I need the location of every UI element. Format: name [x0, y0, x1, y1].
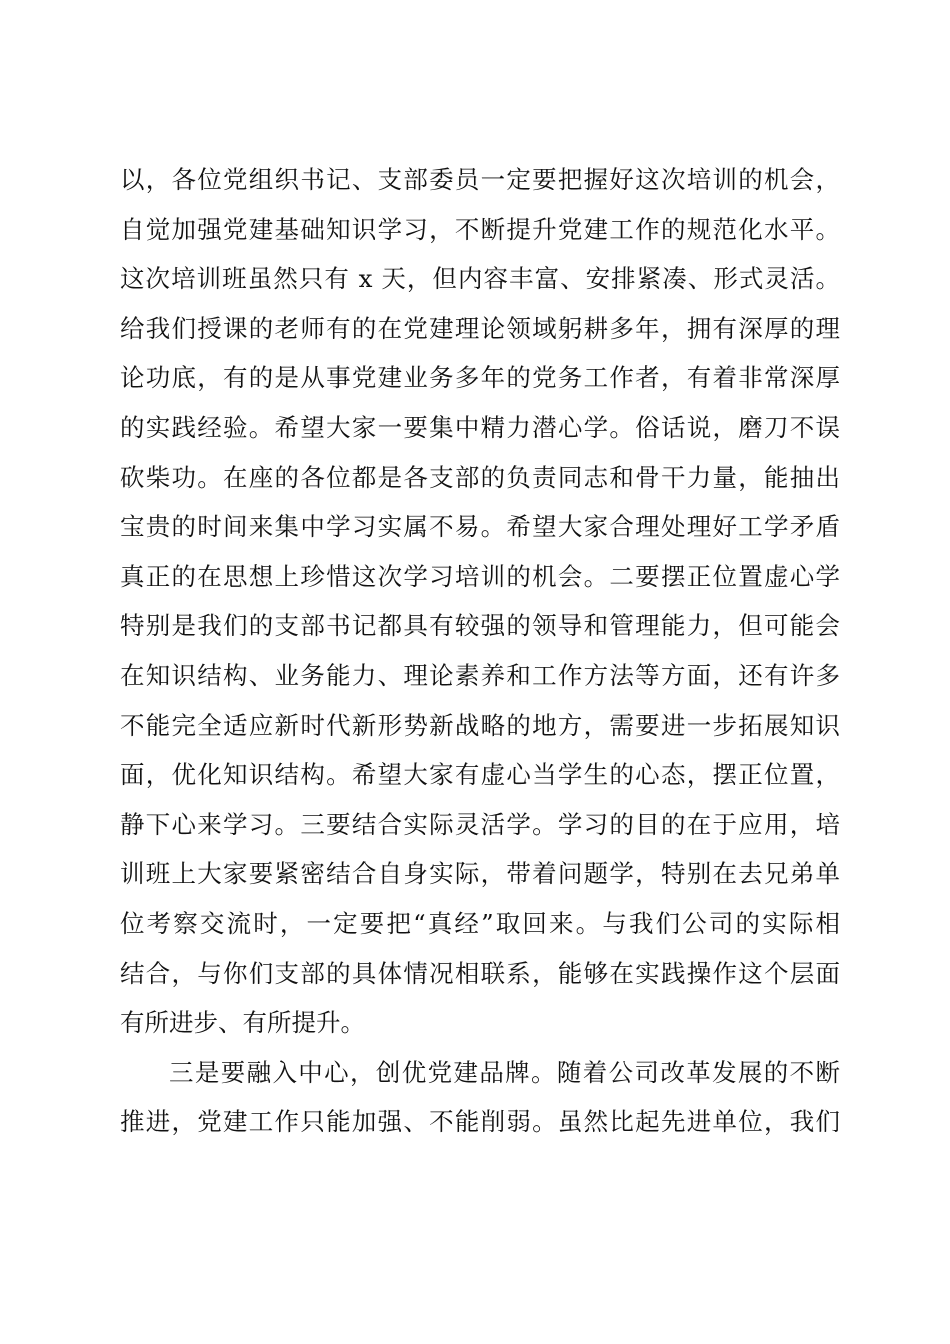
text-line: 训班上大家要紧密结合自身实际，带着问题学，特别在去兄弟单: [120, 859, 840, 889]
text-line: 面，优化知识结构。希望大家有虚心当学生的心态，摆正位置，: [120, 760, 840, 790]
paragraph-start-line: 三是要融入中心，创优党建品牌。随着公司改革发展的不断: [169, 1057, 840, 1087]
text-line: 的实践经验。希望大家一要集中精力潜心学。俗话说，磨刀不误: [120, 412, 840, 442]
text-line: 这次培训班虽然只有 x 天，但内容丰富、安排紧凑、形式灵活。: [120, 264, 840, 294]
paragraph-end-line: 有所进步、有所提升。: [120, 1008, 365, 1038]
text-line: 以，各位党组织书记、支部委员一定要把握好这次培训的机会，: [120, 165, 840, 194]
text-line: 不能完全适应新时代新形势新战略的地方，需要进一步拓展知识: [120, 710, 840, 740]
text-line: 在知识结构、业务能力、理论素养和工作方法等方面，还有许多: [120, 660, 840, 690]
text-line: 推进，党建工作只能加强、不能削弱。虽然比起先进单位，我们: [120, 1107, 840, 1137]
text-line: 论功底，有的是从事党建业务多年的党务工作者，有着非常深厚: [120, 363, 840, 393]
text-line: 自觉加强党建基础知识学习，不断提升党建工作的规范化水平。: [120, 214, 840, 244]
text-line: 特别是我们的支部书记都具有较强的领导和管理能力，但可能会: [120, 611, 840, 641]
text-line: 真正的在思想上珍惜这次学习培训的机会。二要摆正位置虚心学: [120, 561, 840, 591]
text-line: 位考察交流时，一定要把“真经”取回来。与我们公司的实际相: [120, 908, 840, 938]
text-line: 宝贵的时间来集中学习实属不易。希望大家合理处理好工学矛盾: [120, 512, 840, 542]
text-line: 给我们授课的老师有的在党建理论领域躬耕多年，拥有深厚的理: [120, 313, 840, 343]
body-text: [120, 155, 840, 1147]
text-line: 砍柴功。在座的各位都是各支部的负责同志和骨干力量，能抽出: [120, 462, 840, 492]
text-line: 静下心来学习。三要结合实际灵活学。学习的目的在于应用，培: [120, 809, 840, 839]
text-line: 结合，与你们支部的具体情况相联系，能够在实践操作这个层面: [120, 958, 840, 988]
